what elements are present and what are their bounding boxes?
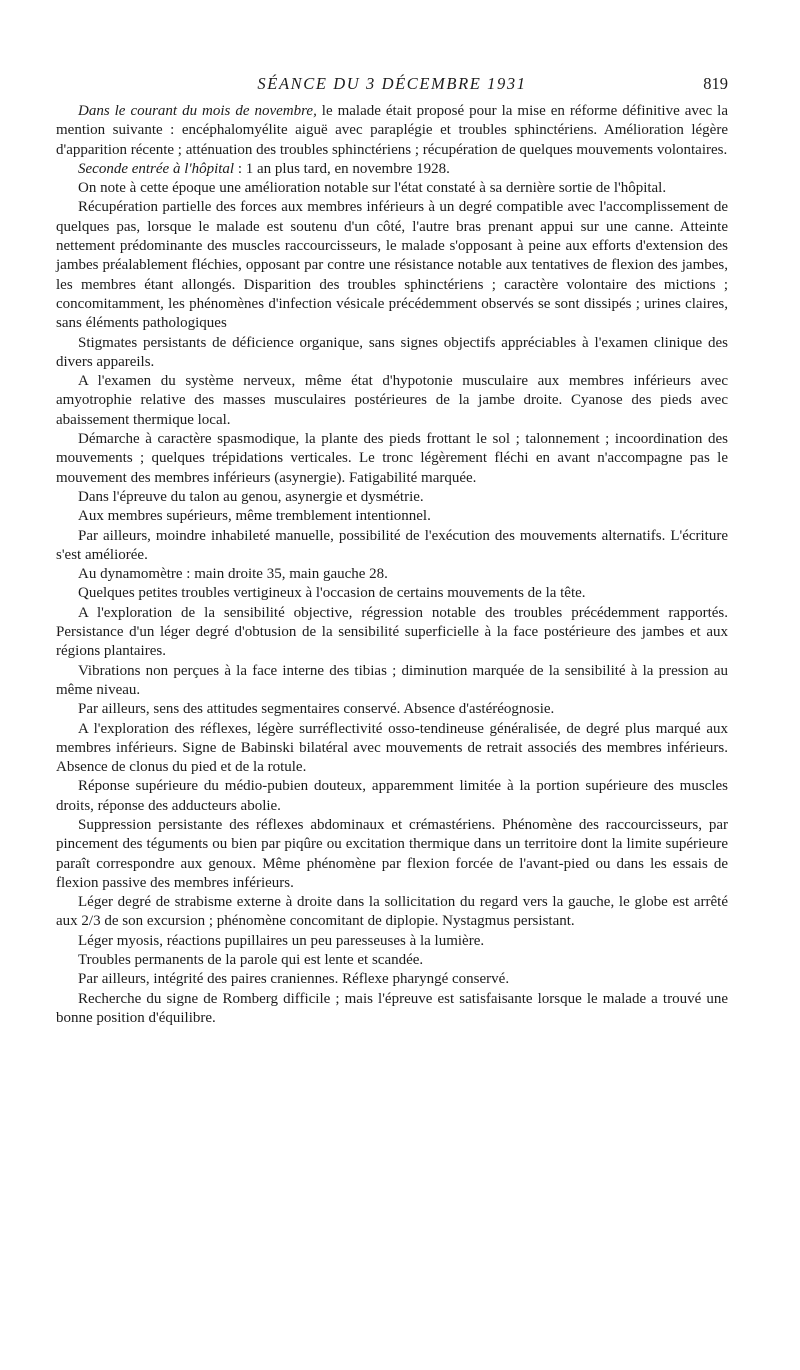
paragraph-text: Quelques petites troubles vertigineux à l'occasion de certains mouvements de la tête. xyxy=(78,585,586,602)
paragraph xyxy=(56,777,728,816)
paragraph-text: A l'exploration de la sensibilité objective, régression notable des troubles précédemment rapportés. Persistance d'un léger degré d'obtusion de la sensibilité superficielle à la face postérieure des jambes et aux régions plantaires. xyxy=(56,604,728,660)
paragraph xyxy=(56,179,728,198)
paragraph-text: le malade était proposé pour la mise en réforme définitive avec la mention suivante : encéphalomyélite aiguë avec paraplégie et troubles sphinctériens. Amélioration légère d'apparition récente ; atténuation des troubles sphinctériens ; récupération de quelques mouvements volontaires. xyxy=(56,103,728,158)
paragraph xyxy=(56,198,728,333)
paragraph xyxy=(56,970,728,989)
paragraph xyxy=(56,720,728,778)
paragraph-text: Léger myosis, réactions pupillaires un peu paresseuses à la lumière. xyxy=(78,932,485,949)
running-title: SÉANCE DU 3 DÉCEMBRE 1931 xyxy=(257,74,527,93)
page-header xyxy=(56,74,728,98)
paragraph xyxy=(56,662,728,701)
paragraph-text: Stigmates persistants de déficience organique, sans signes objectifs appréciables à l'examen clinique des divers appareils. xyxy=(56,334,728,370)
paragraph xyxy=(56,102,728,160)
paragraph-text: Au dynamomètre : main droite 35, main gauche 28. xyxy=(78,566,388,583)
paragraph xyxy=(56,951,728,970)
paragraph xyxy=(56,334,728,373)
paragraph xyxy=(56,990,728,1029)
paragraph-lead: Dans le courant du mois de novembre, xyxy=(78,103,317,119)
paragraph-text: Par ailleurs, moindre inhabileté manuelle, possibilité de l'exécution des mouvements alternatifs. L'écriture s'est améliorée. xyxy=(56,527,728,563)
body-text xyxy=(56,102,728,1028)
paragraph xyxy=(56,893,728,932)
paragraph-text: Recherche du signe de Romberg difficile ; mais l'épreuve est satisfaisante lorsque le malade a trouvé une bonne position d'équilibre. xyxy=(56,990,728,1026)
paragraph-text: Démarche à caractère spasmodique, la plante des pieds frottant le sol ; talonnement ; incoordination des mouvements ; quelques trépidations verticales. Le tronc légèrement fléchi en avant n'accompagne pas le mouvement des membres inférieurs (asynergie). Fatigabilité marquée. xyxy=(56,431,728,486)
paragraph-text: Léger degré de strabisme externe à droite dans la sollicitation du regard vers la gauche, le globe est arrêté aux 2/3 de son excursion ; phénomène concomitant de diplopie. Nystagmus persistant. xyxy=(56,894,728,930)
paragraph xyxy=(56,700,728,719)
paragraph-text: Aux membres supérieurs, même tremblement intentionnel. xyxy=(78,508,431,525)
paragraph-text: : 1 an plus tard, en novembre 1928. xyxy=(234,160,450,177)
paragraph xyxy=(56,565,728,584)
paragraph xyxy=(56,527,728,566)
paragraph xyxy=(56,372,728,430)
paragraph xyxy=(56,584,728,603)
paragraph xyxy=(56,507,728,526)
paragraph-text: Récupération partielle des forces aux membres inférieurs à un degré compatible avec l'accomplissement de quelques pas, lorsque le malade est soutenu d'un côté, l'autre bras prenant appui sur une canne. Atteinte nettement prédominante des muscles raccourcisseurs, le malade s'opposant à peine aux efforts d'extension des jambes préalablement fléchies, opposant par contre une résistance notable aux tentatives de flexion des jambes, les membres étant allongés. Disparition des troubles sphinctériens ; caractère volontaire des mictions ; concomitamment, les phénomènes d'infection vésicale précédemment observés se sont dissipés ; urines claires, sans éléments pathologiques xyxy=(56,199,728,332)
paragraph-text: On note à cette époque une amélioration notable sur l'état constaté à sa dernière sortie de l'hôpital. xyxy=(78,180,667,197)
paragraph xyxy=(56,488,728,507)
paragraph-text: Vibrations non perçues à la face interne des tibias ; diminution marquée de la sensibilité à la pression au même niveau. xyxy=(56,662,728,698)
paragraph xyxy=(56,932,728,951)
paragraph-text: Suppression persistante des réflexes abdominaux et crémastériens. Phénomène des raccourcisseurs, par pincement des téguments ou bien par piqûre ou excitation thermique dans un territoire dont la limite supérieure paraît correspondre aux genoux. Même phénomène par flexion forcée de l'avant-pied ou dans les essais de flexion passive des membres inférieurs. xyxy=(56,816,728,891)
paragraph-text: Troubles permanents de la parole qui est lente et scandée. xyxy=(78,952,424,969)
paragraph-text: Par ailleurs, intégrité des paires craniennes. Réflexe pharyngé conservé. xyxy=(78,971,510,988)
paragraph-text: Dans l'épreuve du talon au genou, asynergie et dysmétrie. xyxy=(78,488,424,505)
paragraph-text: A l'exploration des réflexes, légère surréflectivité osso-tendineuse généralisée, de degré plus marqué aux membres inférieurs. Signe de Babinski bilatéral avec mouvements de retrait associés des membres inférieurs. Absence de clonus du pied et de la rotule. xyxy=(56,720,728,776)
paragraph xyxy=(56,160,728,179)
page-number: 819 xyxy=(703,74,728,93)
paragraph-text: Réponse supérieure du médio-pubien douteux, apparemment limitée à la portion supérieure des muscles droits, réponse des adducteurs abolie. xyxy=(56,778,728,814)
paragraph xyxy=(56,604,728,662)
paragraph xyxy=(56,430,728,488)
paragraph xyxy=(56,816,728,893)
paragraph-text: A l'examen du système nerveux, même état d'hypotonie musculaire aux membres inférieurs avec amyotrophie relative des masses musculaires postérieures de la jambe droite. Cyanose des pieds avec abaissement thermique local. xyxy=(56,373,728,428)
paragraph-lead: Seconde entrée à l'hôpital xyxy=(78,160,235,177)
paragraph-text: Par ailleurs, sens des attitudes segmentaires conservé. Absence d'astéréognosie. xyxy=(78,701,555,718)
